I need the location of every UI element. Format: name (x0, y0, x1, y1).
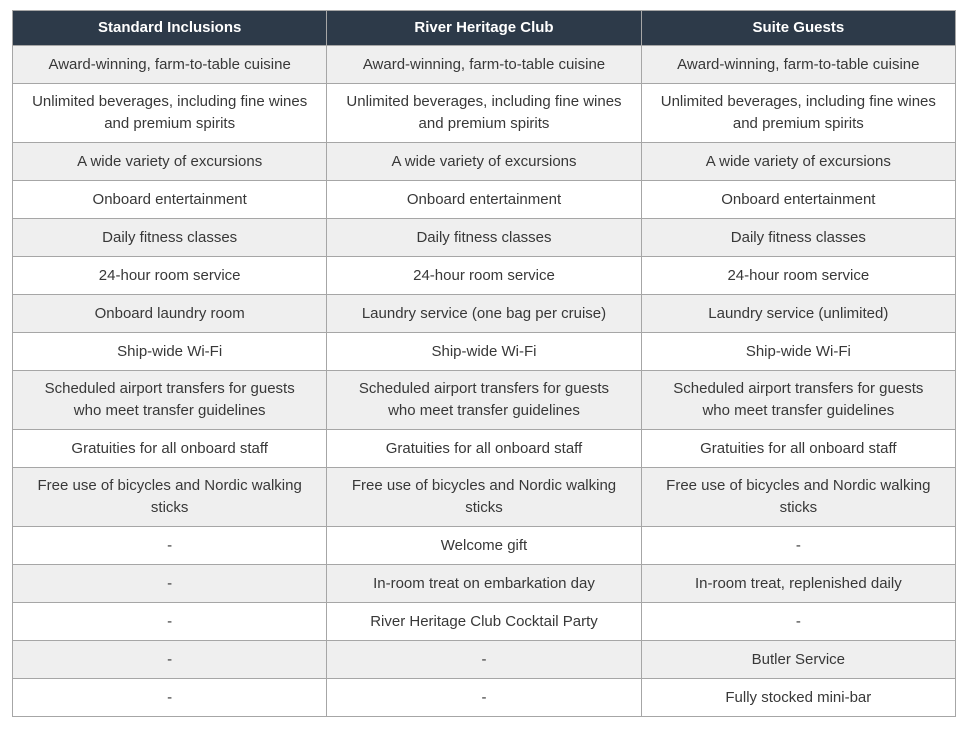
table-body (13, 46, 956, 717)
table-cell: Gratuities for all onboard staff (327, 430, 641, 468)
table-cell: Free use of bicycles and Nordic walking sticks (641, 468, 955, 527)
table-cell: - (13, 565, 327, 603)
table-cell: Laundry service (unlimited) (641, 295, 955, 333)
table-cell: 24-hour room service (327, 257, 641, 295)
table-cell: Scheduled airport transfers for guests who meet transfer guidelines (327, 371, 641, 430)
table-row (13, 181, 956, 219)
table-row (13, 46, 956, 84)
table-cell: 24-hour room service (13, 257, 327, 295)
table-cell: Free use of bicycles and Nordic walking sticks (13, 468, 327, 527)
table-cell: - (13, 679, 327, 717)
table-cell: River Heritage Club Cocktail Party (327, 603, 641, 641)
table-cell: Ship-wide Wi-Fi (641, 333, 955, 371)
column-header: Standard Inclusions (13, 11, 327, 46)
table-cell: A wide variety of excursions (13, 143, 327, 181)
table-cell: Free use of bicycles and Nordic walking sticks (327, 468, 641, 527)
table-row (13, 468, 956, 527)
table-cell: Laundry service (one bag per cruise) (327, 295, 641, 333)
table-cell: - (327, 679, 641, 717)
table-row (13, 371, 956, 430)
table-cell: Award-winning, farm-to-table cuisine (641, 46, 955, 84)
table-cell: Unlimited beverages, including fine wines and premium spirits (327, 84, 641, 143)
table-cell: Onboard entertainment (13, 181, 327, 219)
table-cell: Daily fitness classes (13, 219, 327, 257)
table-row (13, 527, 956, 565)
table-row (13, 565, 956, 603)
table-cell: A wide variety of excursions (327, 143, 641, 181)
table-cell: Unlimited beverages, including fine wines and premium spirits (13, 84, 327, 143)
table-cell: - (641, 603, 955, 641)
table-cell: - (13, 603, 327, 641)
table-row (13, 679, 956, 717)
table-cell: Ship-wide Wi-Fi (13, 333, 327, 371)
table-cell: Scheduled airport transfers for guests who meet transfer guidelines (641, 371, 955, 430)
table-cell: - (13, 527, 327, 565)
table-row (13, 603, 956, 641)
table-cell: - (641, 527, 955, 565)
table-row (13, 143, 956, 181)
table-cell: 24-hour room service (641, 257, 955, 295)
table-row (13, 219, 956, 257)
table-cell: Gratuities for all onboard staff (641, 430, 955, 468)
table-cell: Unlimited beverages, including fine wines and premium spirits (641, 84, 955, 143)
table-cell: - (13, 641, 327, 679)
table-row (13, 84, 956, 143)
table-cell: Onboard entertainment (641, 181, 955, 219)
table-row (13, 430, 956, 468)
table-cell: Daily fitness classes (641, 219, 955, 257)
inclusions-comparison-table (12, 10, 956, 717)
table-cell: Gratuities for all onboard staff (13, 430, 327, 468)
column-header: River Heritage Club (327, 11, 641, 46)
table-row (13, 295, 956, 333)
table-cell: - (327, 641, 641, 679)
table-row (13, 257, 956, 295)
table-cell: Award-winning, farm-to-table cuisine (327, 46, 641, 84)
table-cell: Daily fitness classes (327, 219, 641, 257)
table-cell: In-room treat, replenished daily (641, 565, 955, 603)
table-cell: Award-winning, farm-to-table cuisine (13, 46, 327, 84)
table-cell: Ship-wide Wi-Fi (327, 333, 641, 371)
table-cell: Welcome gift (327, 527, 641, 565)
table-cell: Onboard entertainment (327, 181, 641, 219)
table-cell: Butler Service (641, 641, 955, 679)
column-header: Suite Guests (641, 11, 955, 46)
table-row (13, 333, 956, 371)
table-header (13, 11, 956, 46)
table-row (13, 641, 956, 679)
table-cell: Onboard laundry room (13, 295, 327, 333)
table-cell: Scheduled airport transfers for guests who meet transfer guidelines (13, 371, 327, 430)
table-cell: Fully stocked mini-bar (641, 679, 955, 717)
header-row (13, 11, 956, 46)
table-cell: A wide variety of excursions (641, 143, 955, 181)
table-cell: In-room treat on embarkation day (327, 565, 641, 603)
